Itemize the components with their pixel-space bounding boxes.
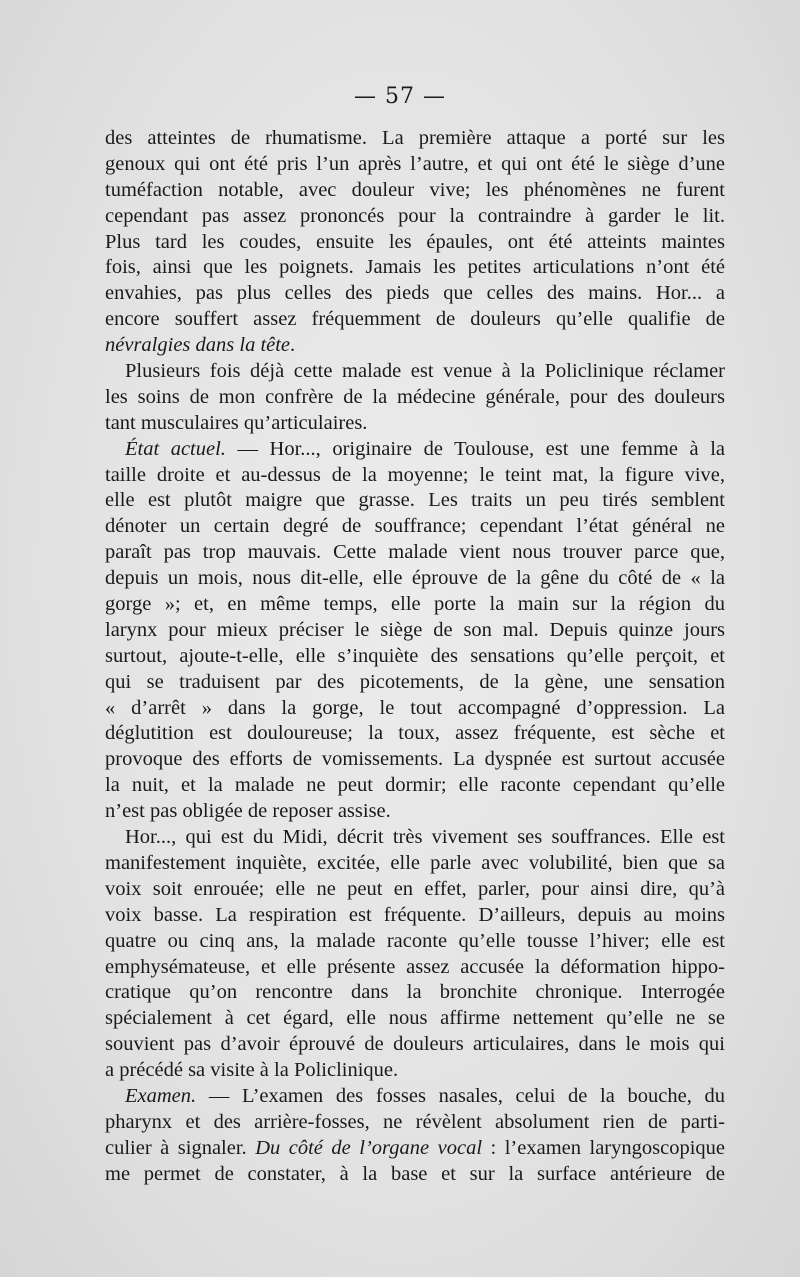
text-line: Plus tard les coudes, ensuite les épaules, ont été atteints maintes [105, 230, 725, 253]
text-line: me permet de constater, à la base et sur la surface antérieure de [105, 1162, 725, 1185]
text-line: souvient pas d’avoir éprouvé de douleurs articulaires, dans le mois qui [105, 1033, 725, 1056]
page-number: — 57 — [354, 84, 446, 109]
section-heading: État actuel. [125, 437, 226, 460]
text-line: « d’arrêt » dans la gorge, le tout accompagné d’oppression. La [105, 696, 725, 719]
text-line: pharynx et des arrière-fosses, ne révèlent absolument rien de parti- [105, 1110, 725, 1133]
text-line: fois, ainsi que les poignets. Jamais les petites articulations n’ont été [105, 256, 725, 279]
text-line: tuméfaction notable, avec douleur vive; les phénomènes ne furent [105, 178, 725, 201]
text-line [105, 1136, 725, 1162]
text-line: elle est plutôt maigre que grasse. Les traits un peu tirés semblent [105, 489, 725, 512]
paragraph [105, 359, 725, 437]
text-line: cependant pas assez prononcés pour la contraindre à garder le lit. [105, 204, 725, 227]
text-line: spécialement à cet égard, elle nous affirme nettement qu’elle ne se [105, 1007, 725, 1030]
text-line: cratique qu’on rencontre dans la bronchite chronique. Interrogée [105, 981, 725, 1004]
text-line: voix soit enrouée; elle ne peut en effet, parler, pour ainsi dire, qu’à [105, 877, 725, 900]
text-line: des atteintes de rhumatisme. La première attaque a porté sur les [105, 127, 725, 149]
page-body-text [105, 126, 725, 1188]
text-line: surtout, ajoute-t-elle, elle s’inquiète des sensations qu’elle perçoit, et [105, 644, 725, 667]
text-line: depuis un mois, nous dit-elle, elle éprouve de la gêne du côté de « la [105, 567, 725, 590]
line-text: : l’examen laryngoscopique [482, 1136, 726, 1159]
text-line: dénoter un certain degré de souffrance; cependant l’état général ne [105, 515, 725, 538]
line-text: culier à signaler. [105, 1136, 256, 1159]
text-line: voix basse. La respiration est fréquente. D’ailleurs, depuis au moins [105, 903, 725, 926]
italic-phrase: névralgies dans la tête [105, 334, 291, 357]
text-line: les soins de mon confrère de la médecine générale, pour des douleurs [105, 385, 725, 408]
text-line: quatre ou cinq ans, la malade raconte qu’elle tousse l’hiver; elle est [105, 929, 725, 952]
line-text: — L’examen des fosses nasales, celui de la bouche, du [196, 1084, 725, 1107]
text-line: envahies, pas plus celles des pieds que celles des mains. Hor... a [105, 282, 725, 305]
line-text: — Hor..., originaire de Toulouse, est une femme à la [225, 437, 725, 460]
line-text: . [290, 334, 296, 357]
paragraph [105, 1084, 725, 1188]
text-line: Hor..., qui est du Midi, décrit très vivement ses souffrances. Elle est [125, 826, 725, 849]
text-line: emphysémateuse, et elle présente assez accusée la déformation hippo- [105, 955, 725, 978]
text-line: n’est pas obligée de reposer assise. [105, 800, 391, 823]
text-line [105, 437, 725, 463]
text-line: qui se traduisent par des picotements, de la gène, une sensation [105, 670, 725, 693]
text-line: genoux qui ont été pris l’un après l’autre, et qui ont été le siège d’une [105, 152, 725, 175]
italic-phrase: Du côté de l’organe vocal [255, 1136, 483, 1159]
text-line [105, 333, 725, 359]
text-line [105, 1084, 725, 1110]
text-line: tant musculaires qu’articulaires. [105, 411, 368, 434]
text-line: paraît pas trop mauvais. Cette malade vient nous trouver parce que, [105, 541, 725, 564]
text-line: larynx pour mieux préciser le siège de son mal. Depuis quinze jours [105, 618, 725, 641]
paragraph [105, 825, 725, 1084]
text-line: a précédé sa visite à la Policlinique. [105, 1059, 399, 1082]
text-line: taille droite et au-dessus de la moyenne; le teint mat, la figure vive, [105, 463, 725, 486]
text-line: provoque des efforts de vomissements. La dyspnée est surtout accusée [105, 748, 725, 771]
text-line: encore souffert assez fréquemment de douleurs qu’elle qualifie de [105, 308, 725, 331]
text-line: la nuit, et la malade ne peut dormir; elle raconte cependant qu’elle [105, 774, 725, 797]
paragraph [105, 437, 725, 825]
section-heading: Examen. [125, 1084, 197, 1107]
text-line: gorge »; et, en même temps, elle porte la main sur la région du [105, 593, 725, 616]
text-line: Plusieurs fois déjà cette malade est venue à la Policlinique réclamer [125, 360, 725, 383]
text-line: déglutition est douloureuse; la toux, assez fréquente, est sèche et [105, 722, 725, 745]
paragraph [105, 126, 725, 359]
text-line: manifestement inquiète, excitée, elle parle avec volubilité, bien que sa [105, 851, 725, 874]
